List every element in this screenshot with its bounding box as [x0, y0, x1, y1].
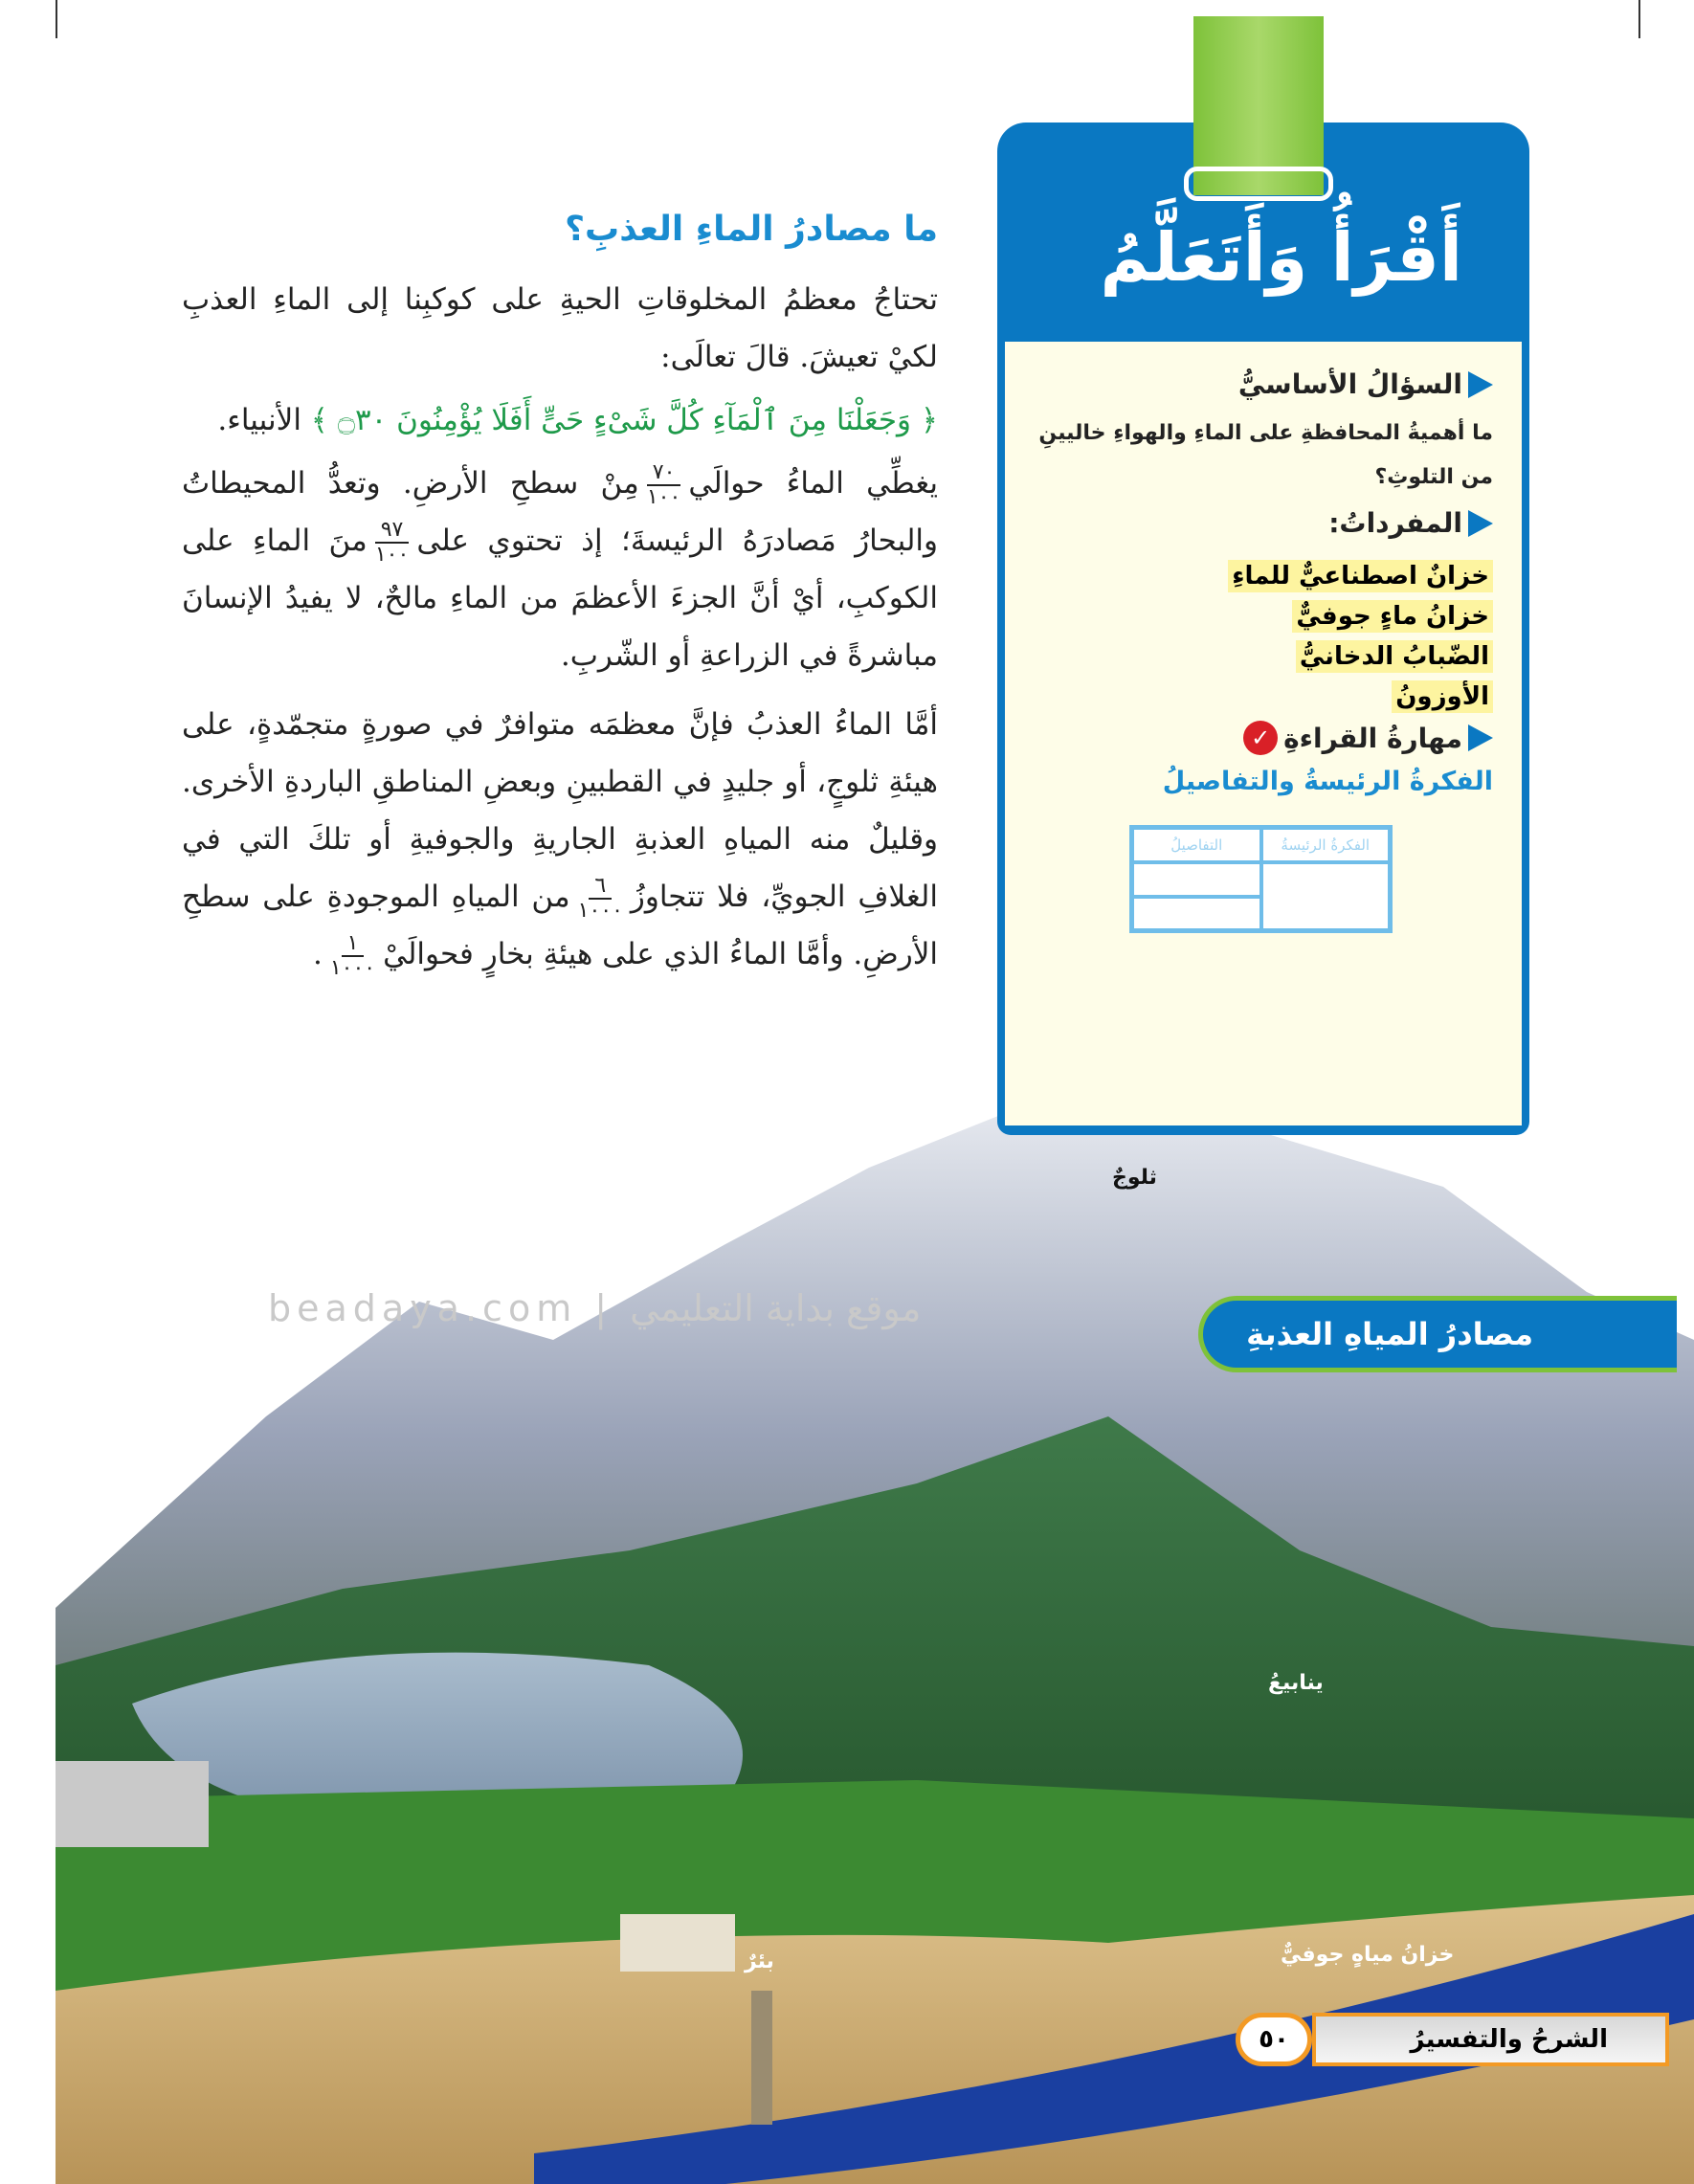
text: من المياهِ الموجودةِ على سطحِ الأرضِ. وأمَّا الماءُ الذي على هيئةِ بخارٍ فحوالَيْ — [182, 880, 938, 971]
watermark: beadaya.com | موقع بداية التعليمي — [268, 1287, 922, 1329]
section-label: الشرحُ والتفسيرُ — [1312, 2013, 1669, 2066]
reading-skill-heading: مهارةُ القراءةِ ✓ — [1024, 721, 1493, 755]
checkmark-icon: ✓ — [1243, 721, 1278, 755]
verse-reference: الأنبياء. — [217, 403, 301, 437]
vocabulary-heading: المفرداتُ: — [1024, 507, 1493, 539]
page-footer — [1239, 2010, 1669, 2069]
graphic-organizer-table — [1129, 825, 1393, 933]
vocab-term: خزانٌ اصطناعيٌّ للماءِ — [1228, 560, 1493, 592]
house — [620, 1914, 735, 1972]
well — [751, 1991, 772, 2125]
bookmark-ribbon — [1193, 16, 1324, 195]
vocab-term: الضّبابُ الدخانيُّ — [1296, 640, 1493, 673]
reading-skill: الفكرةُ الرئيسةُ والتفاصيلُ — [1162, 767, 1493, 796]
read-and-learn-panel — [997, 123, 1529, 1135]
label-springs: ينابيعُ — [1268, 1671, 1324, 1695]
vocab-term: خزانُ ماءٍ جوفيٌّ — [1292, 600, 1493, 633]
fraction: $\frac{٧٠}{١٠٠}$ — [646, 459, 681, 509]
vocab-term: الأوزونُ — [1392, 680, 1493, 713]
panel-title: أَقْرَأُ وَأَتَعَلَّمُ — [1100, 218, 1462, 297]
triangle-bullet-icon — [1468, 724, 1493, 751]
triangle-bullet-icon — [1468, 510, 1493, 537]
table-header: الفكرةُ الرئيسةُ — [1261, 828, 1391, 862]
figure-title-banner: مصادرُ المياهِ العذبةِ — [1198, 1296, 1677, 1372]
fraction: $\frac{١}{١٠٠٠}$ — [329, 930, 376, 980]
text: يغطِّي الماءُ حوالَي — [688, 466, 938, 501]
crop-mark — [56, 0, 57, 38]
section-heading: ما مصادرُ الماءِ العذبِ؟ — [565, 210, 938, 249]
table-cell — [1132, 862, 1261, 897]
crop-mark — [1638, 0, 1640, 38]
text: مِنْ سطحِ الأرضِ. وتعدُّ المحيطاتُ والبحارُ مَصادرَهُ الرئيسةَ؛ إذ تحتوي على — [182, 466, 939, 558]
text: منَ الماءِ على الكوكبِ، أيْ أنَّ الجزءَ الأعظمَ من الماءِ مالحٌ، لا يفيدُ الإنسانَ مباشرةً في الزراعةِ أو الشّربِ. — [182, 524, 938, 673]
label-snow: ثلوجٌ — [1112, 1166, 1157, 1190]
paragraph — [182, 696, 938, 983]
table-cell — [1261, 862, 1391, 931]
essential-question: ما أهميةُ المحافظةِ على الماءِ والهواءِ خاليينِ من التلوثِ؟ — [1038, 421, 1493, 489]
fraction: $\frac{٩٧}{١٠٠}$ — [374, 517, 410, 567]
label-well: بئرٌ — [745, 1950, 774, 1973]
quran-verse-line — [182, 391, 938, 449]
paragraph — [182, 455, 938, 684]
lesson-content — [182, 206, 938, 989]
text: أمَّا الماءُ العذبُ فإنَّ معظمَه متوافرٌ في صورةٍ متجمّدةٍ، على هيئةِ ثلوجٍ، أو جليدٍ في القطبينِ وبعضِ المناطقِ الباردةِ الأخرى. وقليلٌ منه المياهِ العذبةِ الجاريةِ والجوفيةِ أو تلكَ التي في الغلافِ الجويِّ، فلا تتجاوزُ — [182, 707, 938, 914]
triangle-bullet-icon — [1468, 371, 1493, 398]
table-cell — [1132, 897, 1261, 931]
paragraph: تحتاجُ معظمُ المخلوقاتِ الحيةِ على كوكبِنا إلى الماءِ العذبِ لكيْ تعيشَ. قالَ تعالَى: — [182, 282, 938, 374]
dam — [56, 1761, 209, 1847]
quran-verse: ﴿ وَجَعَلْنَا مِنَ ٱلْمَآءِ كُلَّ شَىْءٍ حَىٍّ أَفَلَا يُؤْمِنُونَ ۝٣٠ ﴾ — [310, 403, 938, 437]
page-number: ٥٠ — [1236, 2013, 1312, 2066]
essential-question-heading: السؤالُ الأساسيُّ — [1024, 368, 1493, 400]
fraction: $\frac{٦}{١٠٠٠}$ — [577, 873, 623, 923]
table-header: التفاصيلُ — [1132, 828, 1261, 862]
label-aquifer: خزانُ مياهٍ جوفيٌّ — [1281, 1943, 1455, 1967]
text: . — [313, 937, 323, 971]
